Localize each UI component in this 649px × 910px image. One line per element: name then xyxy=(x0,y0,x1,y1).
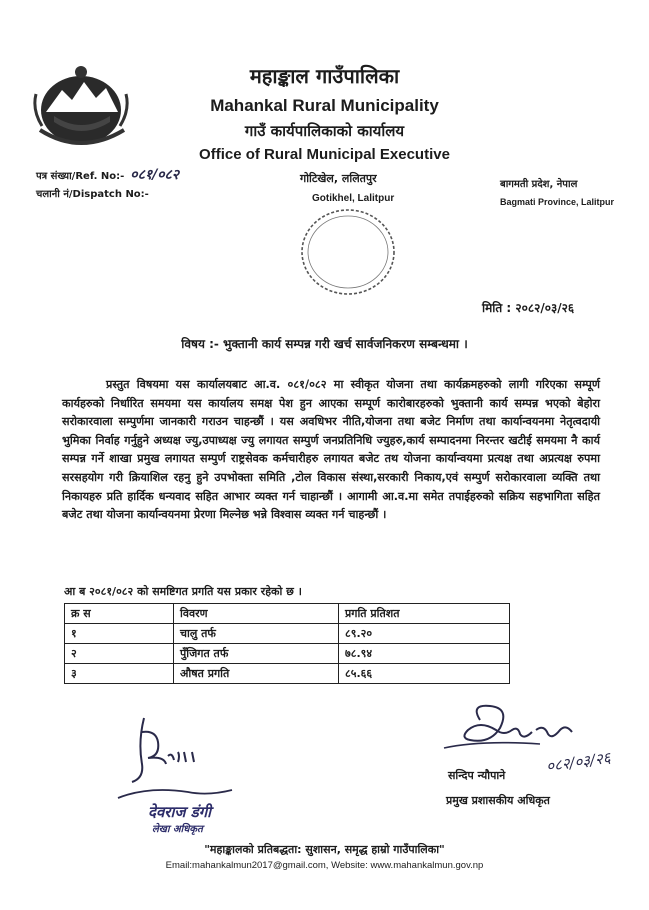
table-cell: औषत प्रगति xyxy=(174,664,339,684)
reference-number xyxy=(36,165,179,184)
office-name-en: Office of Rural Municipal Executive xyxy=(199,146,450,163)
address-np: गोटिखेल, ललितपुर xyxy=(300,172,377,185)
cao-signature-date: ०८२/०३/२६ xyxy=(545,748,612,776)
municipality-name-en: Mahankal Rural Municipality xyxy=(210,96,439,115)
table-header-row xyxy=(65,604,510,624)
accounts-officer-name: देवराज डंगी xyxy=(148,803,212,821)
table-cell: ८९.२० xyxy=(339,624,510,644)
province-en: Bagmati Province, Lalitpur xyxy=(500,197,615,207)
body-paragraph xyxy=(62,376,600,525)
municipality-name-np: महाङ्काल गाउँपालिका xyxy=(249,64,400,88)
cao-name: सन्दिप न्यौपाने xyxy=(448,769,506,782)
column-header: प्रगति प्रतिशत xyxy=(339,604,510,624)
footer-motto: "महाङ्कालको प्रतिबद्धता: सुशासन, समृद्ध हाम्रो गाउँपालिका" xyxy=(204,843,445,856)
ref-label: पत्र संख्या/Ref. No:- xyxy=(36,171,125,182)
summary-line: आ ब २०८१/०८२ को समष्टिगत प्रगति यस प्रकार रहेको छ । xyxy=(64,585,302,598)
footer-contact: Email:mahankalmun2017@gmail.com, Website: www.mahankalmun.gov.np xyxy=(165,860,484,871)
address-en: Gotikhel, Lalitpur xyxy=(312,193,395,204)
table-cell: ७८.९४ xyxy=(339,644,510,664)
table-cell: पुँजिगत तर्फ xyxy=(174,644,339,664)
table-cell: ३ xyxy=(65,664,174,684)
office-name-np: गाउँ कार्यपालिकाको कार्यालय xyxy=(244,122,405,140)
body-text: प्रस्तुत विषयमा यस कार्यालयबाट आ.व. ०८१/०८२ मा स्वीकृत योजना तथा कार्यक्रमहरुको लागी गरिएका सम्पूर्ण कार्यहरुको निर्धारित समयमा यस कार्यालय समक्ष पेश हुन आएका सम्पूर्ण कारोबारहरुको भुक्तानी कार्य सम्पन्न भएको बेहोरा सरोकारवाला सम्पुर्णमा जानकारी गराउन चाहन्छौं । यस अवधिभर नीति,योजना तथा बजेट निर्माण तथा कार्यान्वयनमा नेतृत्वदायी भुमिका निर्वाह गर्नुहुने अध्यक्ष ज्यु,उपाध्यक्ष ज्यु लगायत सम्पुर्ण जनप्रतिनिधि ज्युहरु,कार्य सम्पादनमा निरन्तर खटीई समयमा नै कार्य सम्पन्न गर्ने शाखा प्रमुख लगायत सम्पुर्ण राष्ट्रसेवक कर्मचारीहरु लगायत बजेट तथ योजना कार्यान्वयमा प्रत्यक्ष तथा अप्रत्यक्ष रुपमा सरसहयोग गरी क्रियाशिल रहनु हुने उपभोक्ता समिति ,टोल विकास संस्था,सरकारी निकाय,एवं सम्पुर्ण सरोकारवाला व्यक्ति तथा निकायहरु प्रति हार्दिक धन्यवाद सहित आभार व्यक्त गर्न चाहान्छौं । आगामी आ.व.मा समेत तपाईहरुको सक्रिय सहभागिता सहित बजेट तथा योजना कार्यान्वयनमा प्रेरणा मिल्नेछ भन्ने विश्वास व्यक्त गर्न चाहन्छौं । xyxy=(62,378,600,522)
column-header: विवरण xyxy=(174,604,339,624)
office-seal-stamp xyxy=(298,206,398,298)
column-header: क्र स xyxy=(65,604,174,624)
accounts-officer-signature xyxy=(108,712,238,804)
subject-line: विषय :- भुक्तानी कार्य सम्पन्न गरी खर्च सार्वजनिकरण सम्बन्धमा । xyxy=(181,337,468,351)
accounts-officer-role: लेखा अधिकृत xyxy=(152,824,203,835)
cao-role: प्रमुख प्रशासकीय अधिकृत xyxy=(446,794,550,807)
table-cell: ८५.६६ xyxy=(339,664,510,684)
table-cell: २ xyxy=(65,644,174,664)
province-np: बागमती प्रदेश, नेपाल xyxy=(500,179,578,190)
table-row xyxy=(65,624,510,644)
letter-date: मिति : २०८२/०३/२६ xyxy=(482,301,575,315)
table-row xyxy=(65,664,510,684)
progress-table xyxy=(64,603,510,684)
dispatch-number: चलानी नं/Dispatch No:- xyxy=(36,189,149,200)
table-cell: १ xyxy=(65,624,174,644)
table-row xyxy=(65,644,510,664)
ref-value: ०८१/०८२ xyxy=(130,167,180,183)
table-cell: चालु तर्फ xyxy=(174,624,339,644)
